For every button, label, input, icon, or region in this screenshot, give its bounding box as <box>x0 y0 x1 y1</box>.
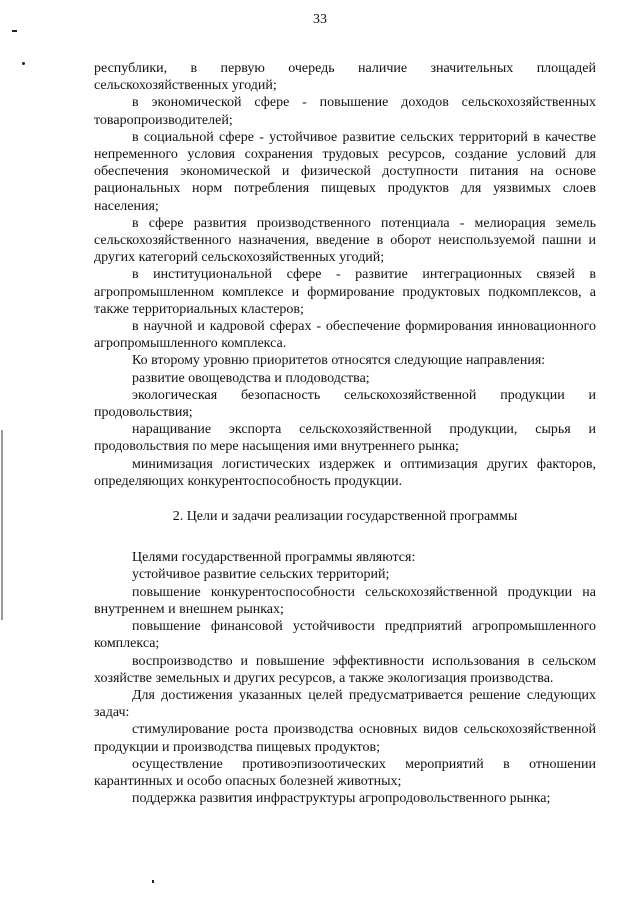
paragraph: стимулирование роста производства основных видов сельскохозяйственной продукции и производства пищевых продуктов; <box>94 722 596 755</box>
scan-mark <box>22 62 25 65</box>
paragraph: устойчивое развитие сельских территорий; <box>132 567 390 583</box>
page-number: 33 <box>313 12 327 27</box>
paragraph: Для достижения указанных целей предусматривается решение следующих задач: <box>94 687 596 721</box>
paragraph: повышение конкурентоспособности сельскохозяйственной продукции на внутреннем и внешнем рынках; <box>94 584 596 617</box>
paragraph: наращивание экспорта сельскохозяйственной продукции, сырья и продовольствия по мере насыщения ими внутреннего рынка; <box>94 422 596 455</box>
paragraph: воспроизводство и повышение эффективности использования в сельском хозяйстве земельных и других ресурсов, а также экологизация производства. <box>94 653 596 686</box>
paragraph: поддержка развития инфраструктуры агропродовольственного рынка; <box>132 791 551 807</box>
paragraph: экологическая безопасность сельскохозяйственной продукции и продовольствия; <box>94 387 596 421</box>
paragraph: Целями государственной программы являются: <box>132 550 416 566</box>
scan-mark <box>12 30 17 32</box>
paragraph: минимизация логистических издержек и оптимизация других факторов, определяющих конкурентоспособность продукции. <box>94 456 596 489</box>
section-heading: 2. Цели и задачи реализации государственной программы <box>172 509 518 525</box>
paragraph: в социальной сфере - устойчивое развитие сельских территорий в качестве непременного условия сохранения трудовых ресурсов, создание условий для обеспечения экономической и физической доступности питания на основе рациональных норм потребления пищевых продуктов для уязвимых слоев населения; <box>94 129 596 214</box>
paragraph: в институциональной сфере - развитие интеграционных связей в агропромышленном комплексе и формирование продуктовых подкомплексов, а также территориальных кластеров; <box>94 267 596 317</box>
paragraph: развитие овощеводства и плодоводства; <box>132 370 370 386</box>
paragraphs-before <box>94 60 596 490</box>
scan-mark <box>152 880 154 883</box>
paragraph: повышение финансовой устойчивости предприятий агропромышленного комплекса; <box>94 619 596 652</box>
paragraph: осуществление противоэпизоотических мероприятий в отношении карантинных и особо опасных болезней животных; <box>94 756 596 789</box>
paragraphs-after <box>94 549 596 807</box>
paragraph: Ко второму уровню приоритетов относятся следующие направления: <box>132 353 546 369</box>
paragraph: в сфере развития производственного потенциала - мелиорация земель сельскохозяйственного назначения, введение в оборот неиспользуемой пашни и других категорий сельскохозяйственных угодий; <box>94 215 596 266</box>
paragraph: в научной и кадровой сферах - обеспечение формирования инновационного агропромышленного комплекса. <box>94 319 596 352</box>
paragraph: в экономической сфере - повышение доходов сельскохозяйственных товаропроизводителей; <box>94 95 596 128</box>
document-body <box>94 60 596 807</box>
scan-edge-mark <box>1 430 3 620</box>
paragraph: республики, в первую очередь наличие значительных площадей сельскохозяйственных угодий; <box>94 61 596 94</box>
